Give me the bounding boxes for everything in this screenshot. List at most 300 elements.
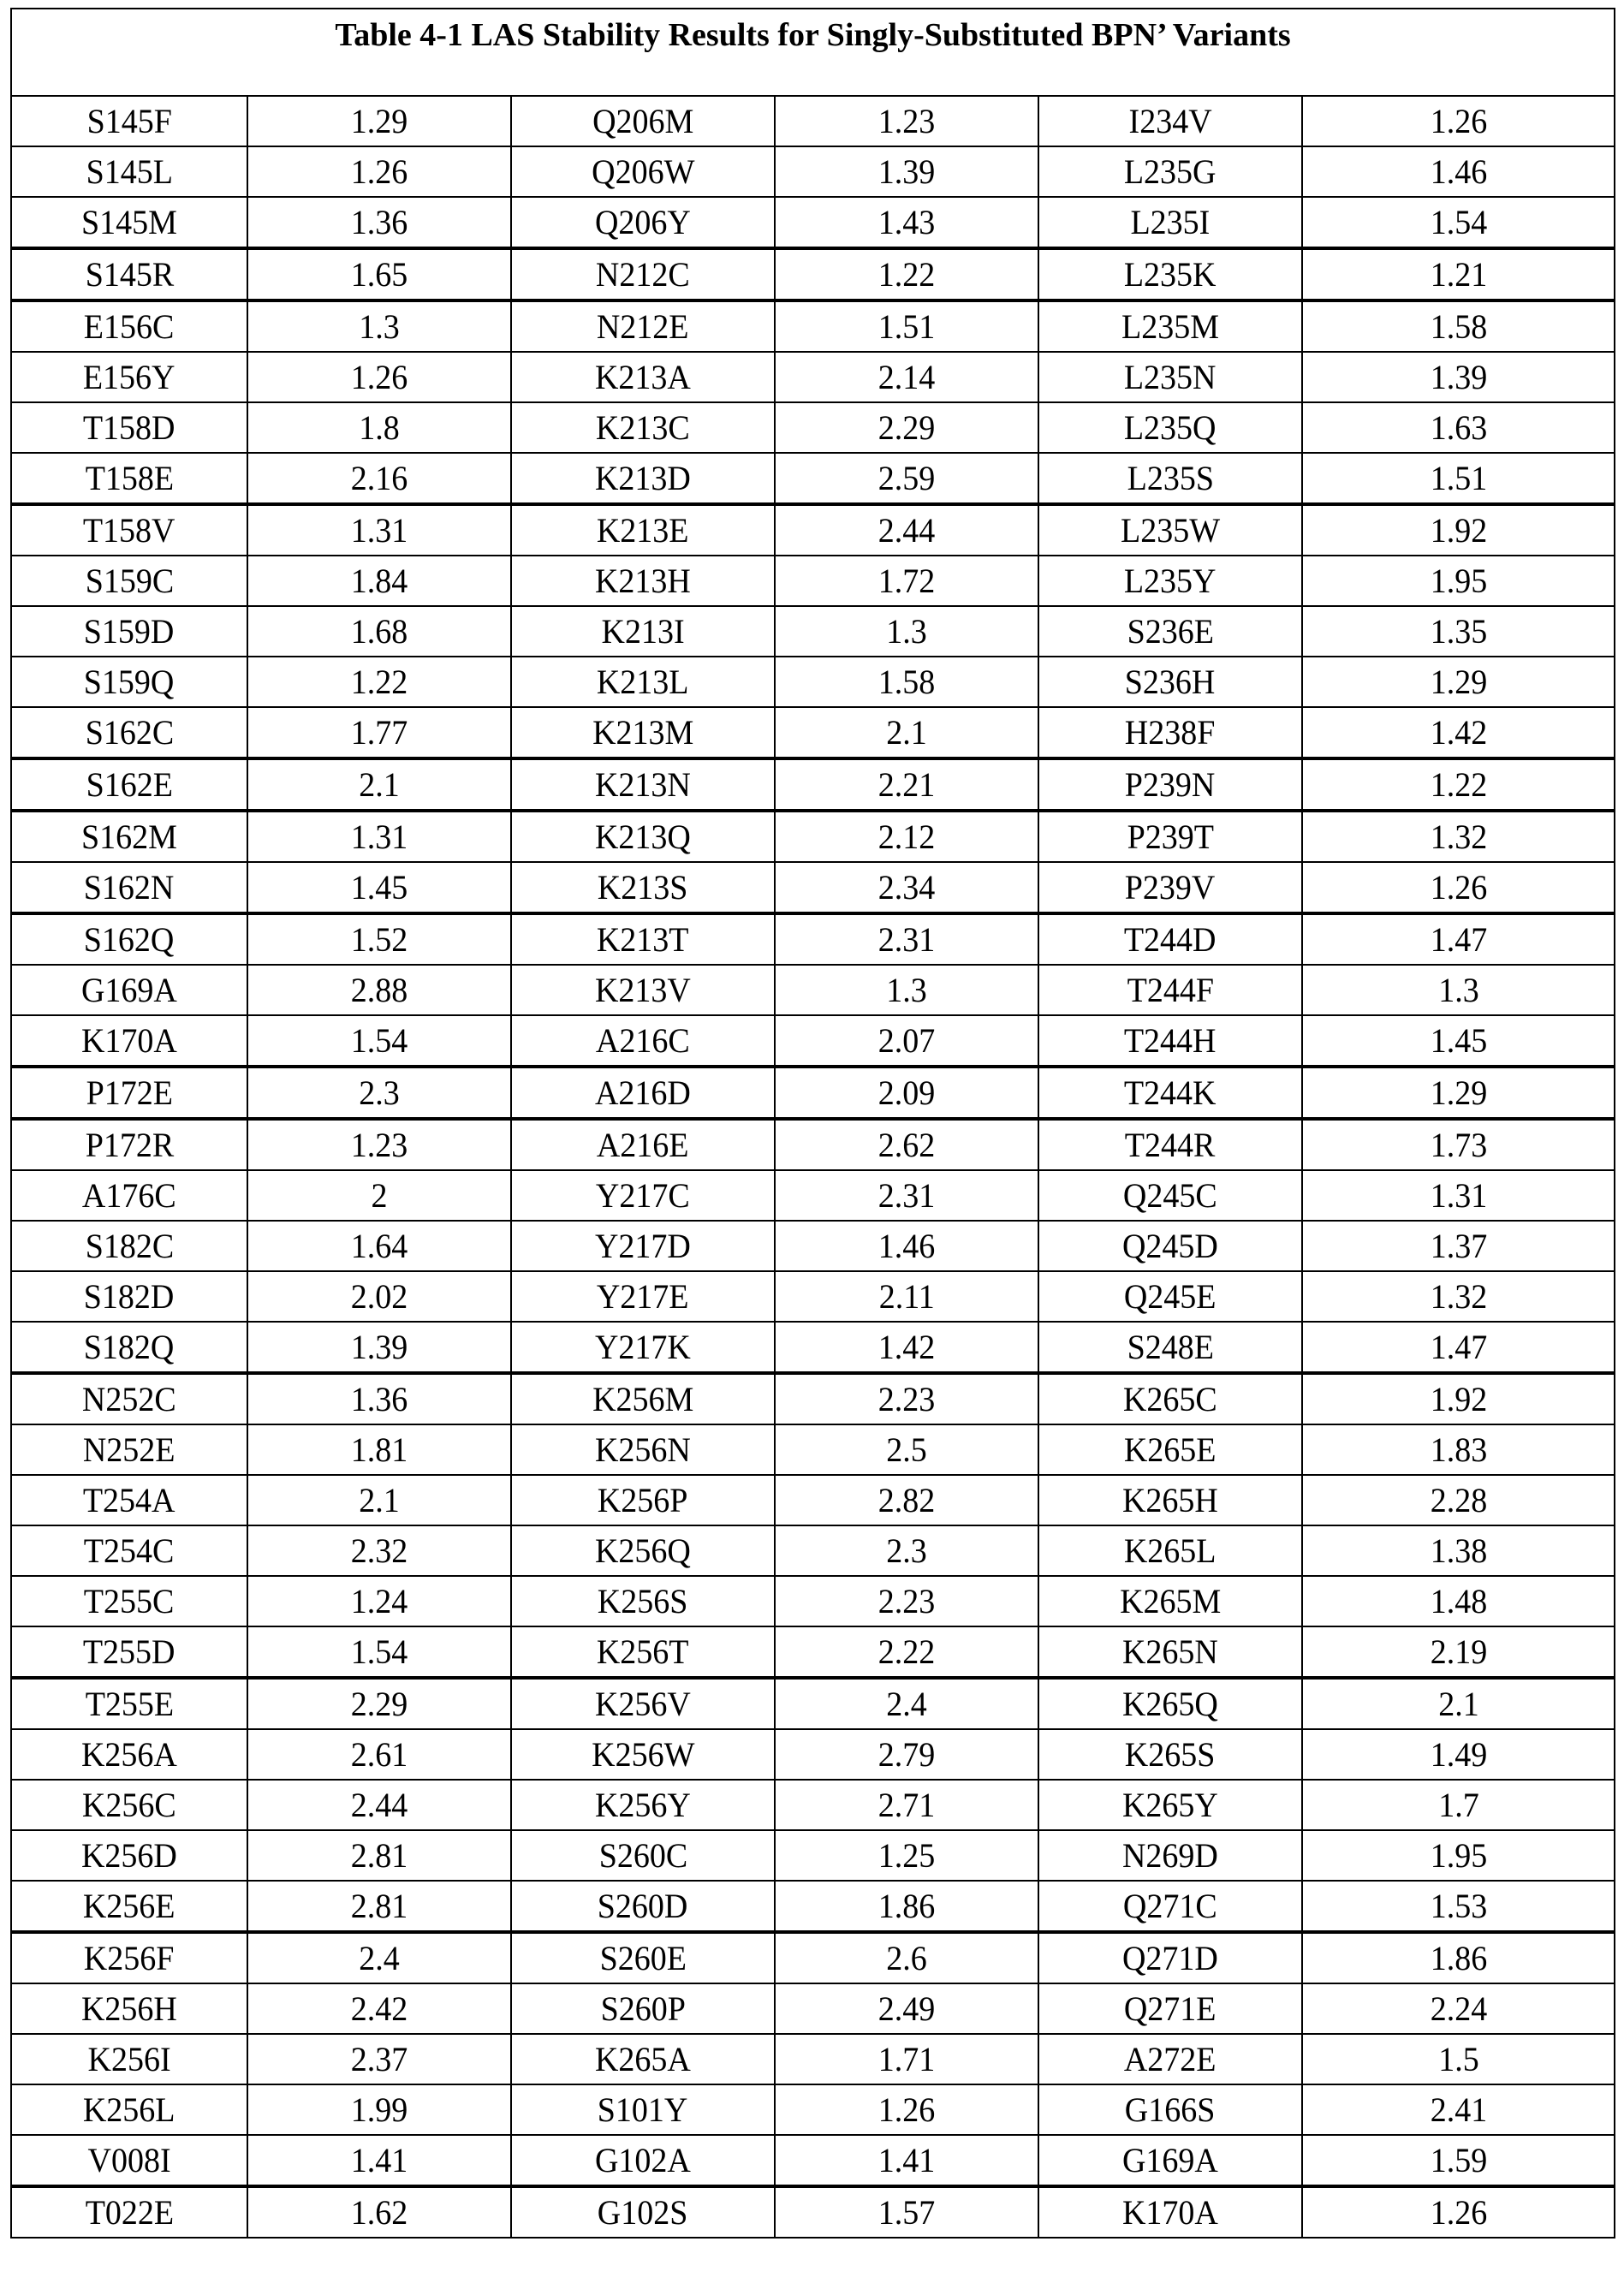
las-value-text: 1.26 [1430,863,1487,912]
variant-text: P172R [85,1121,173,1169]
las-value-text: 1.21 [1430,250,1487,299]
variant-text: Q245C [1123,1171,1217,1220]
las-value-cell [775,1322,1038,1373]
las-value-cell [247,1983,511,2034]
table-row [11,96,1615,146]
variant-text: K256E [83,1882,175,1930]
table-row [11,1983,1615,2034]
las-value-text: 1.65 [351,250,408,299]
las-value-text: 2.59 [878,454,936,502]
variant-text: S159D [84,607,175,656]
las-value-cell [1302,248,1615,300]
variant-text: K213D [595,454,691,502]
variant-text: S101Y [598,2085,688,2134]
las-value-cell [247,556,511,606]
las-value-text: 2.82 [878,1476,936,1525]
las-value-text: 1.58 [878,657,936,706]
las-value-text: 1.51 [1430,454,1487,502]
variant-text: S145R [85,250,173,299]
las-value-text: 1.59 [1430,2136,1487,2185]
las-value-cell [775,1067,1038,1119]
variant-cell [1038,1475,1302,1525]
variant-cell [11,965,247,1015]
table-row [11,1626,1615,1678]
variant-text: Q271E [1124,1984,1217,2033]
table-row [11,1729,1615,1780]
variant-cell [511,1830,775,1881]
variant-cell [11,300,247,352]
table-row [11,402,1615,453]
las-value-text: 2.22 [878,1627,936,1676]
table-row [11,1322,1615,1373]
variant-cell [1038,1119,1302,1170]
las-value-text: 2.12 [878,812,936,861]
variant-cell [511,556,775,606]
table-row [11,1373,1615,1424]
las-value-cell [1302,1322,1615,1373]
variant-cell [1038,1525,1302,1576]
variant-cell [11,453,247,504]
variant-cell [11,504,247,556]
variant-cell [11,606,247,657]
variant-text: K256C [82,1781,176,1829]
las-value-text: 1.22 [351,657,408,706]
variant-text: E156C [84,302,175,351]
variant-cell [11,556,247,606]
variant-cell [1038,1424,1302,1475]
variant-cell [11,1932,247,1983]
variant-text: S182Q [84,1323,175,1371]
variant-text: P172E [86,1068,172,1117]
variant-text: T255C [84,1577,175,1626]
las-value-text: 1.32 [1430,812,1487,861]
las-value-cell [775,352,1038,402]
las-value-text: 1.3 [1438,966,1479,1014]
variant-cell [11,1830,247,1881]
variant-cell [11,1424,247,1475]
variant-cell [11,1626,247,1678]
las-value-text: 2.88 [351,966,408,1014]
las-value-text: 1.24 [351,1577,408,1626]
las-value-cell [775,1119,1038,1170]
las-value-cell [247,1271,511,1322]
las-value-text: 1.77 [351,708,408,757]
title-row [11,9,1615,96]
variant-text: K213M [592,708,693,757]
variant-cell [511,453,775,504]
las-value-text: 2.3 [359,1068,400,1117]
variant-text: S182D [84,1272,175,1321]
variant-cell [511,657,775,707]
las-value-cell [1302,1881,1615,1932]
variant-text: K265M [1120,1577,1221,1626]
variant-cell [1038,2084,1302,2135]
las-value-text: 2.29 [351,1680,408,1728]
variant-text: S260D [598,1882,688,1930]
las-value-text: 1.42 [878,1323,936,1371]
variant-text: K256W [592,1730,694,1779]
las-value-text: 1.45 [351,863,408,912]
las-value-cell [247,1932,511,1983]
variant-text: L235S [1127,454,1213,502]
variant-cell [1038,2034,1302,2084]
las-value-text: 1.23 [351,1121,408,1169]
variant-text: S260P [600,1984,685,2033]
variant-cell [1038,965,1302,1015]
las-value-cell [247,1525,511,1576]
stability-results-table [10,8,1615,2239]
las-value-cell [1302,1830,1615,1881]
variant-cell [1038,556,1302,606]
variant-cell [11,2186,247,2238]
table-row [11,1067,1615,1119]
las-value-text: 2.42 [351,1984,408,2033]
variant-text: K213T [597,915,689,964]
las-value-cell [1302,1525,1615,1576]
las-value-cell [1302,402,1615,453]
variant-cell [1038,248,1302,300]
las-value-cell [247,758,511,811]
variant-text: L235Q [1124,403,1217,452]
las-value-cell [1302,556,1615,606]
las-value-cell [775,504,1038,556]
variant-cell [11,1729,247,1780]
las-value-cell [1302,913,1615,965]
variant-text: K265S [1125,1730,1216,1779]
variant-cell [511,1271,775,1322]
las-value-cell [1302,1576,1615,1626]
las-value-cell [247,1729,511,1780]
variant-cell [11,1221,247,1271]
las-value-text: 1.46 [878,1222,936,1270]
variant-text: S236H [1125,657,1216,706]
variant-cell [511,197,775,248]
table-row [11,1271,1615,1322]
las-value-text: 2.07 [878,1016,936,1065]
table-row [11,146,1615,197]
las-value-text: 1.73 [1430,1121,1487,1169]
variant-text: K265Y [1122,1781,1218,1829]
las-value-text: 2.32 [351,1526,408,1575]
las-value-text: 1.38 [1430,1526,1487,1575]
variant-text: S145L [86,147,172,196]
variant-text: E156Y [83,353,175,401]
variant-text: P239V [1125,863,1216,912]
variant-text: S159Q [84,657,175,706]
las-value-cell [247,197,511,248]
variant-cell [511,707,775,758]
variant-text: T244F [1127,966,1213,1014]
variant-cell [511,300,775,352]
variant-cell [11,2034,247,2084]
las-value-text: 1.71 [878,2035,936,2084]
variant-text: L235W [1121,506,1220,555]
las-value-text: 1.37 [1430,1222,1487,1270]
las-value-cell [775,197,1038,248]
las-value-text: 1.26 [878,2085,936,2134]
variant-text: Q271C [1123,1882,1217,1930]
variant-text: A272E [1124,2035,1217,2084]
variant-cell [511,758,775,811]
las-value-cell [247,1678,511,1729]
las-value-text: 2.21 [878,760,936,809]
las-value-text: 1.49 [1430,1730,1487,1779]
variant-cell [11,1119,247,1170]
variant-cell [11,1525,247,1576]
variant-cell [11,1322,247,1373]
variant-cell [1038,300,1302,352]
las-value-text: 1.46 [1430,147,1487,196]
table-row [11,197,1615,248]
las-value-text: 1.81 [351,1425,408,1474]
las-value-cell [775,1373,1038,1424]
variant-text: K256S [598,1577,688,1626]
las-value-text: 1.29 [1430,657,1487,706]
las-value-cell [1302,1678,1615,1729]
variant-text: N252C [82,1375,176,1424]
table-row [11,2034,1615,2084]
las-value-text: 1.3 [359,302,400,351]
variant-cell [511,1170,775,1221]
las-value-cell [247,1221,511,1271]
variant-text: S260C [598,1831,687,1880]
las-value-cell [775,707,1038,758]
las-value-text: 1.36 [351,198,408,247]
variant-cell [11,1678,247,1729]
las-value-text: 2.49 [878,1984,936,2033]
las-value-text: 2.44 [878,506,936,555]
variant-cell [11,96,247,146]
las-value-cell [775,96,1038,146]
variant-text: K256P [598,1476,688,1525]
las-value-cell [1302,1067,1615,1119]
variant-text: K256Y [595,1781,691,1829]
variant-text: Q206M [592,97,693,146]
las-value-text: 2.81 [351,1882,408,1930]
variant-cell [1038,1830,1302,1881]
las-value-text: 1.57 [878,2188,936,2237]
las-value-cell [247,965,511,1015]
las-value-cell [247,96,511,146]
las-value-cell [247,1119,511,1170]
table-title: Table 4-1 LAS Stability Results for Singly-Substituted BPN’ Variants [11,9,1615,96]
variant-cell [511,248,775,300]
las-value-cell [1302,1373,1615,1424]
las-value-text: 2.28 [1430,1476,1487,1525]
las-value-cell [775,1221,1038,1271]
variant-text: Y217K [595,1323,691,1371]
las-value-text: 2.02 [351,1272,408,1321]
variant-cell [511,1322,775,1373]
las-value-cell [775,2135,1038,2186]
variant-cell [1038,1780,1302,1830]
variant-cell [1038,2186,1302,2238]
las-value-text: 1.48 [1430,1577,1487,1626]
las-value-text: 1.58 [1430,302,1487,351]
variant-text: K256Q [595,1526,691,1575]
variant-text: K256M [592,1375,693,1424]
las-value-text: 1.62 [351,2188,408,2237]
variant-text: K256V [595,1680,691,1728]
table-row [11,2186,1615,2238]
variant-text: T244D [1124,915,1217,964]
las-value-text: 1.26 [351,353,408,401]
table-row [11,1119,1615,1170]
variant-text: N269D [1122,1831,1218,1880]
las-value-text: 1.95 [1430,1831,1487,1880]
las-value-cell [247,504,511,556]
las-value-text: 1.45 [1430,1016,1487,1065]
variant-text: S162M [81,812,177,861]
las-value-cell [247,811,511,862]
variant-text: S145F [86,97,171,146]
variant-cell [1038,606,1302,657]
variant-text: Q245D [1122,1222,1218,1270]
las-value-text: 2.62 [878,1121,936,1169]
variant-text: K256N [595,1425,691,1474]
variant-cell [11,2084,247,2135]
las-value-cell [775,1525,1038,1576]
variant-text: G102S [598,2188,688,2237]
table-row [11,1475,1615,1525]
las-value-text: 2.29 [878,403,936,452]
variant-text: K256A [81,1730,177,1779]
variant-cell [511,1983,775,2034]
variant-cell [511,1626,775,1678]
variant-cell [11,1271,247,1322]
las-value-text: 1.72 [878,556,936,605]
variant-cell [11,248,247,300]
table-row [11,707,1615,758]
variant-text: Q206Y [595,198,691,247]
las-value-text: 1.84 [351,556,408,605]
las-value-text: 1.47 [1430,1323,1487,1371]
las-value-cell [247,1626,511,1678]
las-value-cell [1302,453,1615,504]
variant-text: K265C [1123,1375,1217,1424]
variant-text: S248E [1127,1323,1213,1371]
las-value-cell [247,1881,511,1932]
las-value-text: 1.54 [1430,198,1487,247]
variant-text: L235K [1124,250,1217,299]
las-value-cell [1302,1729,1615,1780]
variant-text: G169A [81,966,177,1014]
las-value-text: 1.31 [351,506,408,555]
variant-cell [1038,1729,1302,1780]
las-value-cell [247,1067,511,1119]
variant-cell [511,2186,775,2238]
las-value-text: 1.23 [878,97,936,146]
las-value-cell [775,1424,1038,1475]
variant-cell [511,1015,775,1067]
table-row [11,1678,1615,1729]
las-value-text: 1.92 [1430,506,1487,555]
las-value-text: 1.53 [1430,1882,1487,1930]
variant-cell [1038,453,1302,504]
table-row [11,504,1615,556]
las-value-text: 1.39 [351,1323,408,1371]
las-value-text: 2.5 [886,1425,927,1474]
las-value-text: 2.41 [1430,2085,1487,2134]
table-row [11,862,1615,913]
variant-cell [11,1576,247,1626]
las-value-text: 2.79 [878,1730,936,1779]
variant-text: T255D [83,1627,175,1676]
las-value-text: 1.54 [351,1016,408,1065]
las-value-cell [775,913,1038,965]
las-value-cell [1302,352,1615,402]
las-value-cell [1302,606,1615,657]
variant-text: K256H [81,1984,177,2033]
las-value-text: 1.99 [351,2085,408,2134]
variant-text: A176C [82,1171,176,1220]
variant-cell [1038,811,1302,862]
variant-cell [511,862,775,913]
variant-cell [1038,1015,1302,1067]
table-row [11,1830,1615,1881]
las-value-cell [775,1170,1038,1221]
variant-text: K213A [595,353,691,401]
las-value-cell [247,2034,511,2084]
las-value-cell [775,1983,1038,2034]
las-value-cell [1302,1221,1615,1271]
variant-text: A216C [596,1016,690,1065]
las-value-cell [247,1830,511,1881]
las-value-text: 2.37 [351,2035,408,2084]
las-value-cell [247,707,511,758]
variant-cell [511,606,775,657]
variant-cell [511,965,775,1015]
las-value-text: 1.22 [1430,760,1487,809]
variant-cell [11,811,247,862]
las-value-text: 2.34 [878,863,936,912]
las-value-cell [775,2186,1038,2238]
las-value-text: 1.54 [351,1627,408,1676]
variant-text: P239T [1127,812,1213,861]
las-value-cell [1302,1780,1615,1830]
table-body [11,9,1615,2238]
las-value-cell [247,1170,511,1221]
table-row [11,606,1615,657]
variant-text: Q271D [1122,1934,1218,1983]
las-value-text: 2.31 [878,1171,936,1220]
table-row [11,352,1615,402]
variant-cell [511,1475,775,1525]
las-value-cell [1302,1271,1615,1322]
variant-text: S182C [85,1222,173,1270]
variant-cell [511,811,775,862]
variant-cell [511,96,775,146]
variant-cell [11,758,247,811]
las-value-cell [247,1424,511,1475]
las-value-cell [1302,504,1615,556]
table-row [11,1015,1615,1067]
las-value-text: 2.1 [886,708,927,757]
variant-text: K170A [1122,2188,1218,2237]
las-value-text: 1.41 [351,2136,408,2185]
las-value-cell [247,1475,511,1525]
las-value-text: 1.29 [351,97,408,146]
variant-cell [11,1983,247,2034]
variant-cell [511,1525,775,1576]
variant-text: K213E [597,506,689,555]
variant-text: K256I [87,2035,170,2084]
las-value-text: 2.11 [878,1272,934,1321]
las-value-cell [1302,197,1615,248]
variant-cell [1038,1221,1302,1271]
las-value-text: 1.5 [1438,2035,1479,2084]
table-row [11,1881,1615,1932]
